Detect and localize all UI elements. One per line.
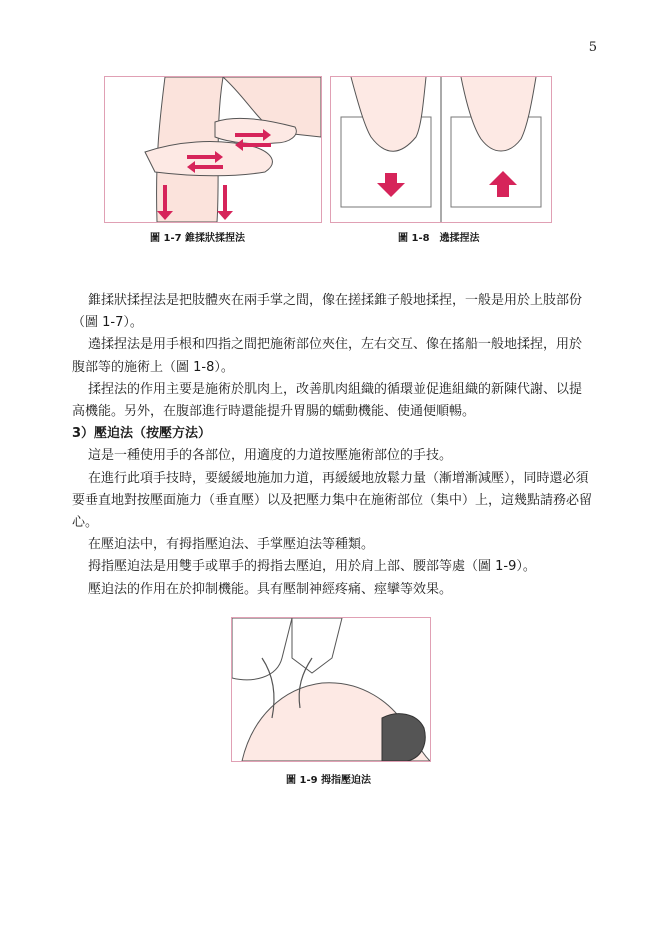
paragraph-7: 拇指壓迫法是用雙手或單手的拇指去壓迫，用於肩上部、腰部等處（圖 1-9）。 <box>88 559 536 575</box>
paragraph-1: 錐揉狀揉捏法是把肢體夾在兩手掌之間，像在搓揉錐子般地揉捏，一般是用於上肢部份（圖 1-7）。 <box>72 293 583 331</box>
paragraph-2: 遶揉捏法是用手根和四指之間把施術部位夾住，左右交互、像在搖船一般地揉捏，用於腹部等的施術上（圖 1-8）。 <box>72 337 583 375</box>
body-text <box>72 290 592 601</box>
section-heading: 3）壓迫法（按壓方法） <box>72 426 212 442</box>
paragraph-3: 揉捏法的作用主要是施術於肌肉上，改善肌肉組織的循環並促進組織的新陳代謝、以提高機能。另外，在腹部進行時還能提升胃腸的蠕動機能、使通便順暢。 <box>72 381 583 420</box>
paragraph-6: 在壓迫法中，有拇指壓迫法、手掌壓迫法等種類。 <box>88 537 375 553</box>
paragraph-5: 在進行此項手技時，要緩緩地施加力道，再緩緩地放鬆力量（漸增漸減壓），同時還必須要垂直地對按壓面施力（垂直壓）以及把壓力集中在施術部位（集中）上，這幾點請務必留心。 <box>72 470 593 531</box>
figure-1-8-caption: 圖 1-8 遶揉捏法 <box>398 233 480 244</box>
figure-1-9-illustration <box>232 618 430 761</box>
figure-1-7-illustration <box>105 77 321 222</box>
figure-1-7-caption: 圖 1-7 錐揉狀揉捏法 <box>150 233 246 244</box>
paragraph-4: 這是一種使用手的各部位，用適度的力道按壓施術部位的手技。 <box>88 448 453 464</box>
page-number: 5 <box>588 40 597 55</box>
figure-1-8 <box>330 76 552 223</box>
figure-1-9-caption: 圖 1-9 拇指壓迫法 <box>286 775 372 786</box>
figure-1-7 <box>104 76 322 223</box>
figure-1-9 <box>231 617 431 762</box>
paragraph-8: 壓迫法的作用在於抑制機能。具有壓制神經疼痛、痙攣等效果。 <box>88 581 453 597</box>
figure-1-8-illustration <box>331 77 551 222</box>
